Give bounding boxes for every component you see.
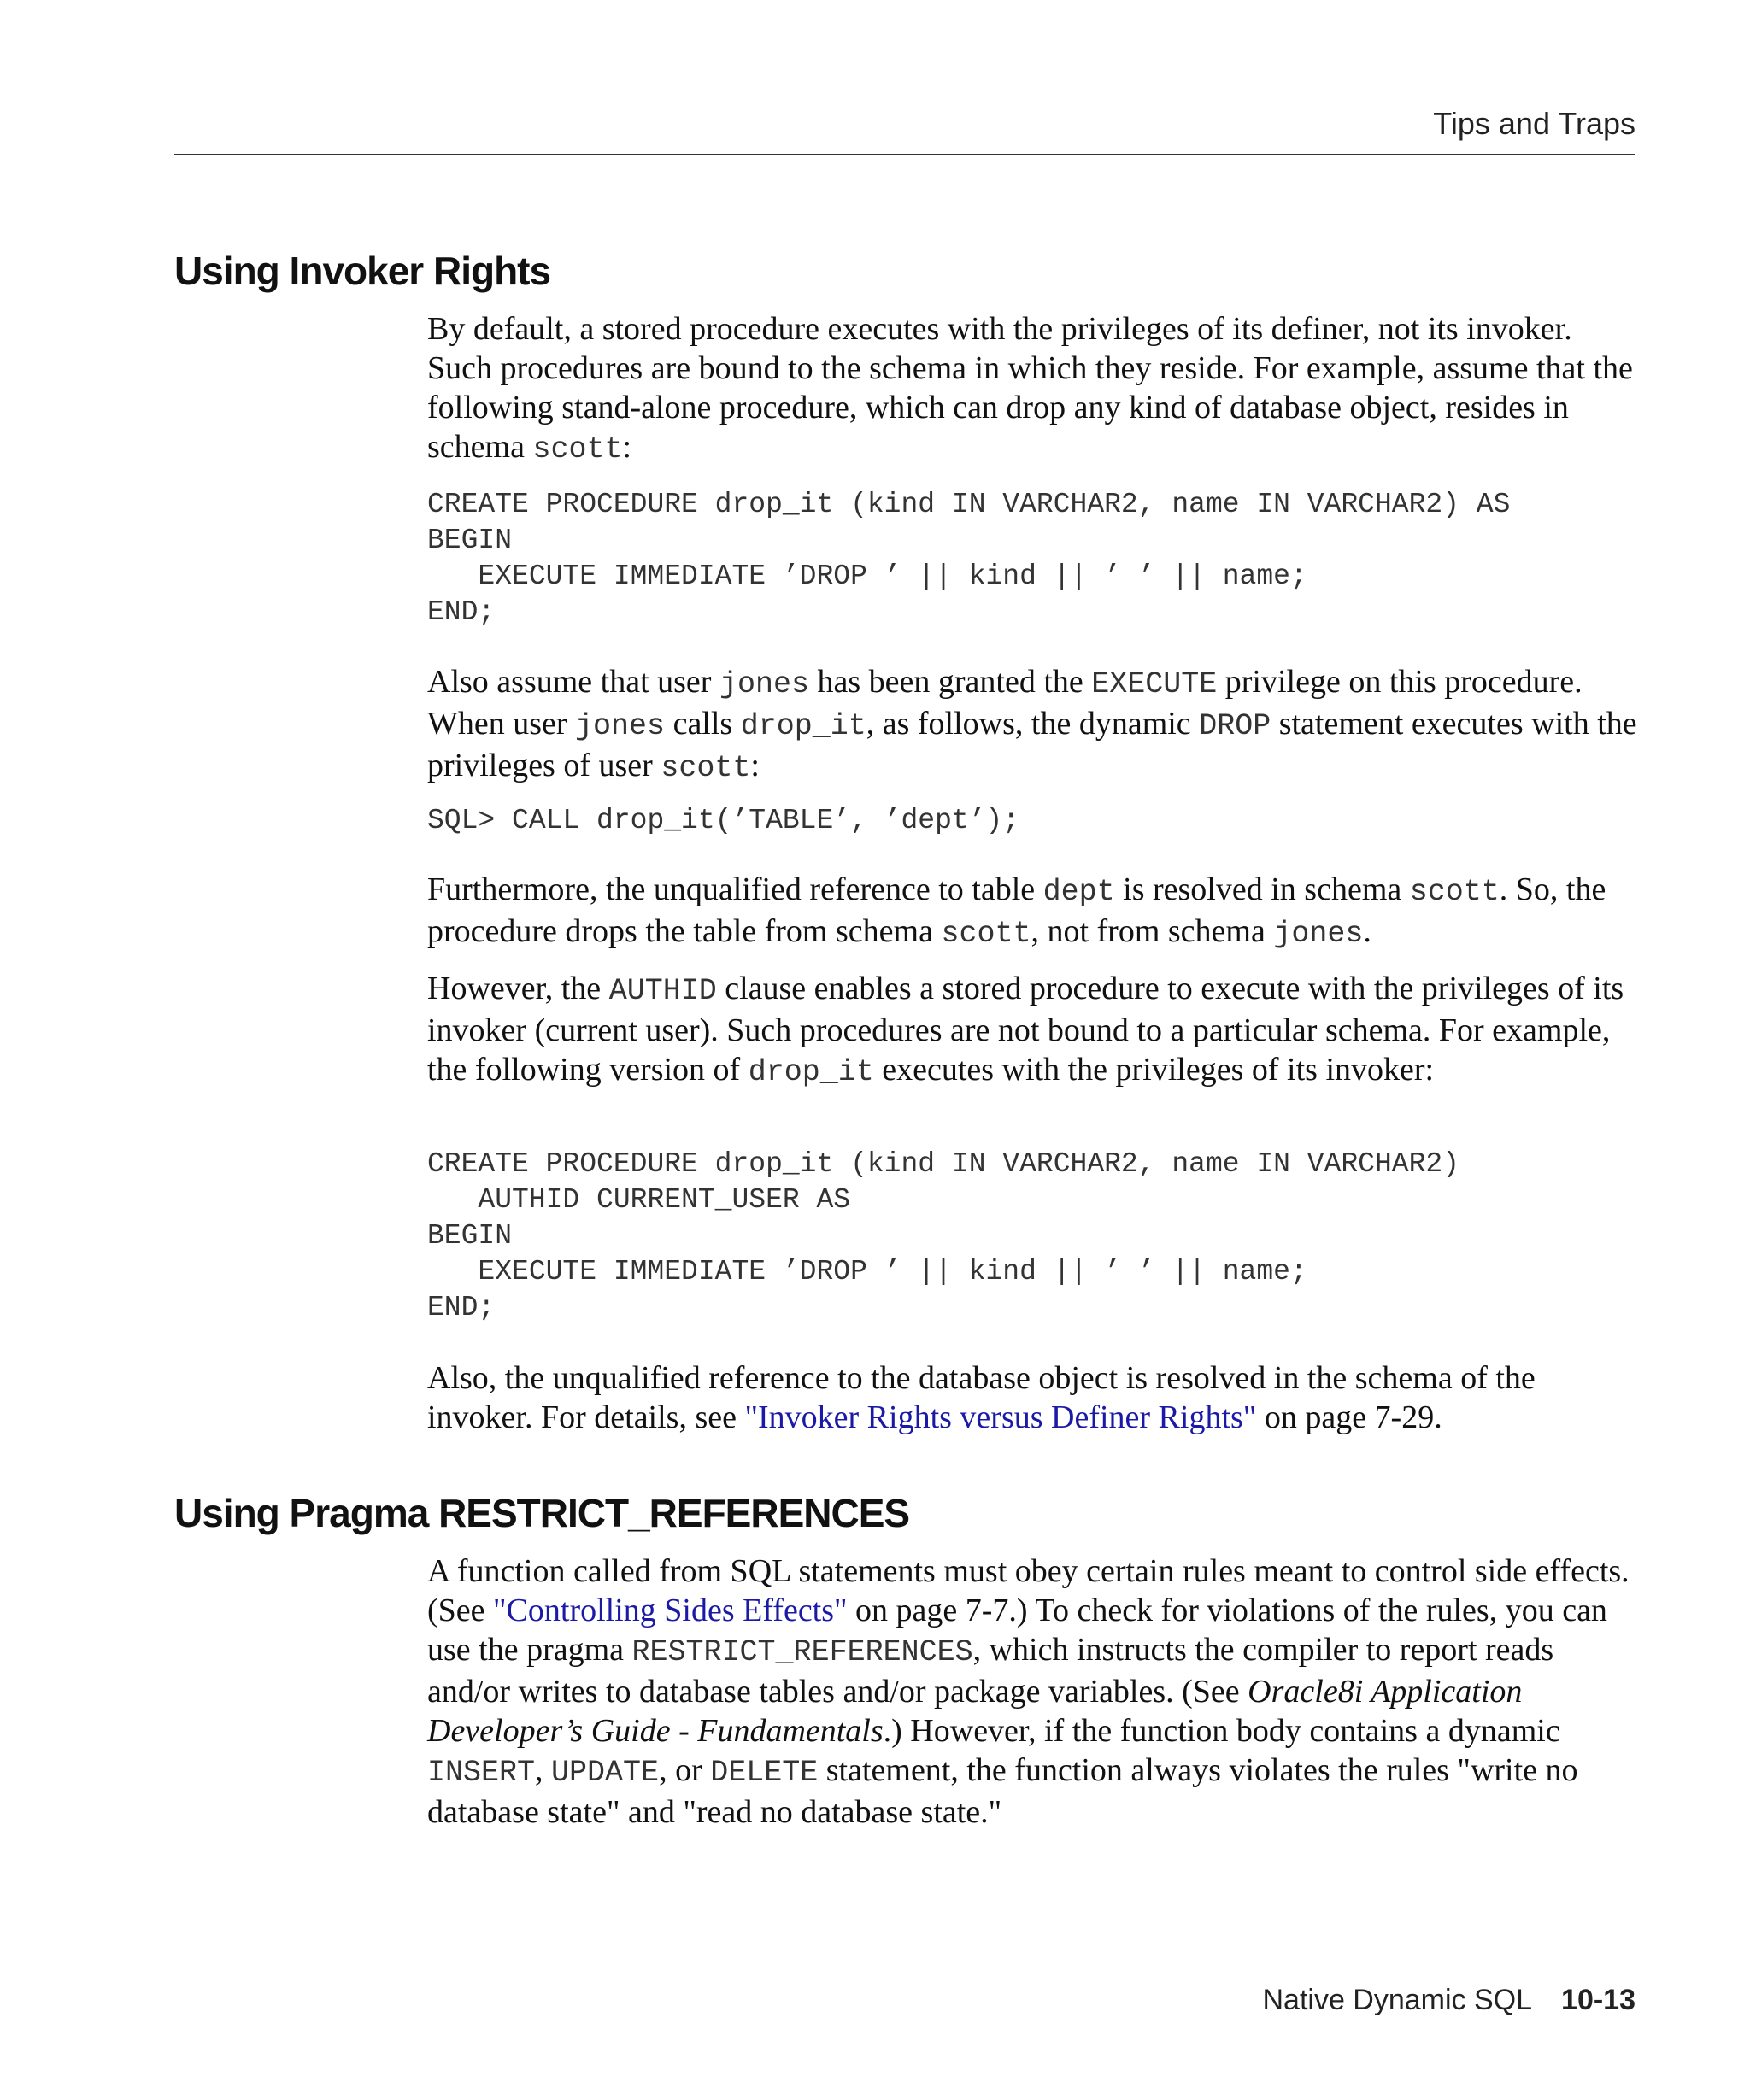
paragraph-authid xyxy=(427,969,1641,1092)
code-scott: scott xyxy=(532,432,623,466)
code-scott: scott xyxy=(661,751,751,785)
page-footer xyxy=(1262,1984,1635,2017)
link-invoker-vs-definer[interactable]: "Invoker Rights versus Definer Rights" xyxy=(744,1399,1257,1435)
text: : xyxy=(750,748,760,783)
code-jones: jones xyxy=(1273,917,1364,951)
code-execute: EXECUTE xyxy=(1091,667,1218,701)
text: on page 7-7.) To check for violations of the rules, you can use the pragma xyxy=(427,1593,1607,1668)
text: . So, the procedure drops the table from schema xyxy=(427,871,1606,949)
text: . xyxy=(1363,913,1371,949)
text: .) However, if the function body contains a dynamic xyxy=(883,1713,1560,1749)
text: statement, the function always violates the rules "write no database state" and "read no database state." xyxy=(427,1752,1578,1830)
text: statement executes with the privileges of user xyxy=(427,706,1637,783)
page-number: 10-13 xyxy=(1561,1984,1635,2016)
code-insert: INSERT xyxy=(427,1756,536,1790)
text: , as follows, the dynamic xyxy=(866,706,1200,742)
code-drop: DROP xyxy=(1199,709,1271,743)
paragraph-unqualified-dept xyxy=(427,870,1641,953)
text: is resolved in schema xyxy=(1114,871,1410,907)
text: Also assume that user xyxy=(427,664,719,700)
section-title-restrict-references: Using Pragma RESTRICT_REFERENCES xyxy=(174,1491,910,1535)
code-scott: scott xyxy=(941,917,1031,951)
text: By default, a stored procedure executes with the privileges of its definer, not its invoker. Such procedures are bound to the schema in which they reside. For example, assume that the following stand-alone procedure, which can drop any kind of database object, resides in schema xyxy=(427,311,1633,465)
text: executes with the privileges of its invoker: xyxy=(873,1052,1435,1088)
code-drop-it: drop_it xyxy=(748,1055,874,1089)
text: privilege on this procedure. When user xyxy=(427,664,1583,742)
code-block-definer: CREATE PROCEDURE drop_it (kind IN VARCHAR2, name IN VARCHAR2) AS BEGIN EXECUTE IMMEDIATE ’DROP ’ || kind || ’ ’ || name; END; xyxy=(427,489,1511,628)
paragraph-jones-execute xyxy=(427,662,1641,788)
code-block-call: SQL> CALL drop_it(’TABLE’, ’dept’); xyxy=(427,805,1020,836)
text: A function called from SQL statements must obey certain rules meant to control side effects. (See xyxy=(427,1553,1630,1628)
text: : xyxy=(622,429,632,465)
code-authid: AUTHID xyxy=(608,974,717,1008)
text: , which instructs the compiler to report reads and/or writes to database tables and/or package variables. (See xyxy=(427,1632,1554,1710)
book-title: Oracle8i Application Developer’s Guide - Fundamentals xyxy=(427,1674,1523,1749)
text: on page 7-29. xyxy=(1256,1399,1442,1435)
running-header: Tips and Traps xyxy=(1433,106,1635,141)
code-restrict-references: RESTRICT_REFERENCES xyxy=(631,1635,973,1669)
text: has been granted the xyxy=(808,664,1092,700)
paragraph-invoker-schema xyxy=(427,1358,1641,1437)
text: , xyxy=(535,1752,552,1788)
paragraph-restrict-references xyxy=(427,1552,1641,1832)
text: calls xyxy=(665,706,741,742)
code-drop-it: drop_it xyxy=(740,709,866,743)
section-title-invoker-rights: Using Invoker Rights xyxy=(174,249,551,293)
code-delete: DELETE xyxy=(710,1756,819,1790)
header-rule xyxy=(174,154,1635,155)
text: clause enables a stored procedure to execute with the privileges of its invoker (current user). Such procedures are not bound to a particular schema. For example, the following version of xyxy=(427,971,1624,1088)
text: , not from schema xyxy=(1031,913,1274,949)
code-jones: jones xyxy=(575,709,666,743)
code-jones: jones xyxy=(719,667,809,701)
code-scott: scott xyxy=(1409,875,1500,909)
code-update: UPDATE xyxy=(551,1756,660,1790)
text: Also, the unqualified reference to the database object is resolved in the schema of the invoker. For details, see xyxy=(427,1360,1536,1435)
footer-chapter: Native Dynamic SQL xyxy=(1262,1984,1533,2016)
code-block-invoker: CREATE PROCEDURE drop_it (kind IN VARCHAR2, name IN VARCHAR2) AUTHID CURRENT_USER AS BEGIN EXECUTE IMMEDIATE ’DROP ’ || kind || ’ ’ || name; END; xyxy=(427,1148,1459,1323)
code-dept: dept xyxy=(1042,875,1115,909)
text: However, the xyxy=(427,971,609,1006)
text: , or xyxy=(659,1752,711,1788)
text: Furthermore, the unqualified reference to table xyxy=(427,871,1043,907)
link-controlling-side-effects[interactable]: "Controlling Sides Effects" xyxy=(493,1593,848,1628)
paragraph-default-privileges xyxy=(427,309,1641,469)
